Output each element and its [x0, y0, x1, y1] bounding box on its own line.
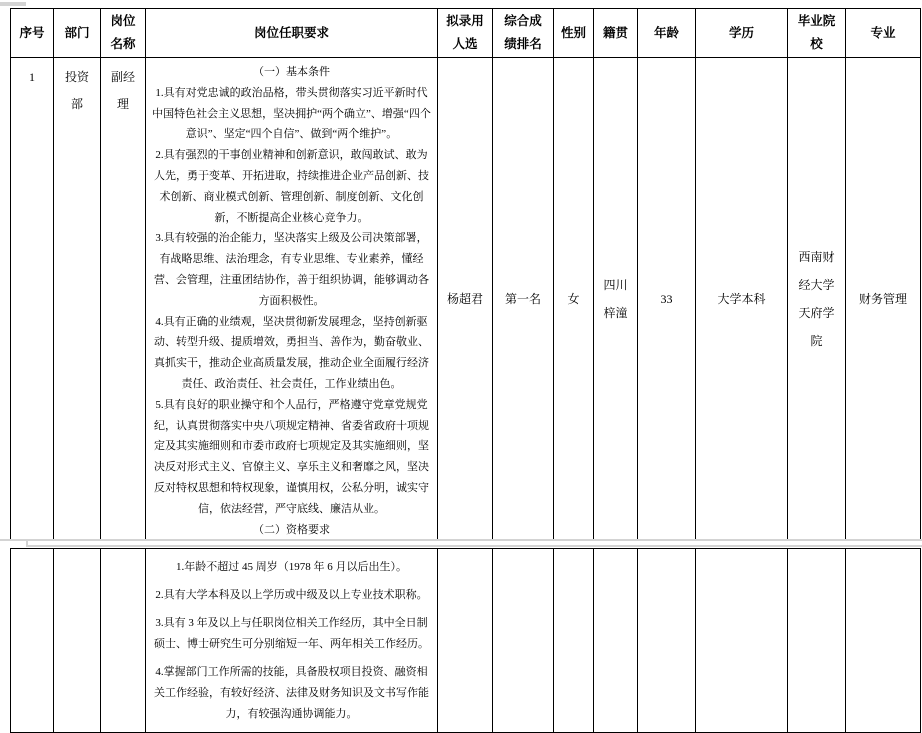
requirement-paragraph: 2.具有强烈的干事创业精神和创新意识，敢闯敢试、敢为人先，勇于变革、开拓进取，持续推进企业产品创新、技术创新、商业模式创新、管理创新、制度创新、文化创新，不断提高企业核心竞争力。	[154, 149, 429, 224]
col-header-school: 毕业院校	[788, 9, 846, 58]
cell-department-cont	[54, 549, 101, 733]
cell-age: 33	[638, 58, 696, 541]
col-header-major: 专业	[846, 9, 921, 58]
page-edge-artifact-top	[0, 2, 26, 6]
page-break-line-lower	[26, 545, 922, 547]
cell-age-cont	[638, 549, 696, 733]
recruitment-table-page2	[10, 548, 921, 733]
requirement-paragraph: （一）基本条件	[253, 66, 330, 78]
cell-rank-cont	[493, 549, 554, 733]
col-header-department: 部门	[54, 9, 101, 58]
requirement-paragraph: 2.具有大学本科及以上学历或中级及以上专业技术职称。	[155, 589, 428, 601]
col-header-rank: 综合成绩排名	[493, 9, 554, 58]
cell-requirements-page2	[146, 549, 438, 733]
requirement-paragraph: （二）资格要求	[253, 523, 330, 536]
cell-education: 大学本科	[696, 58, 788, 541]
col-header-requirements: 岗位任职要求	[146, 9, 438, 58]
cell-education-cont	[696, 549, 788, 733]
table-header-row	[11, 9, 921, 58]
table-row	[11, 58, 921, 541]
cell-major: 财务管理	[846, 58, 921, 541]
cell-rank: 第一名	[493, 58, 554, 541]
requirement-paragraph: 3.具有较强的治企能力，坚决落实上级及公司决策部署，有战略思维、法治理念，有专业思维、专业素养，懂经营、会管理，注重团结协作，善于组织协调，能够调动各方面积极性。	[154, 232, 429, 307]
cell-school-cont	[788, 549, 846, 733]
cell-seq: 1	[11, 58, 54, 541]
cell-candidate: 杨超君	[438, 58, 493, 541]
cell-major-cont	[846, 549, 921, 733]
cell-native-place-cont	[594, 549, 638, 733]
col-header-age: 年龄	[638, 9, 696, 58]
cell-candidate-cont	[438, 549, 493, 733]
requirement-paragraph: 4.具有正确的业绩观，坚决贯彻新发展理念，坚持创新驱动、转型升级、提质增效，勇担当、善作为，勤奋敬业、真抓实干，推动企业高质量发展，推动企业全面履行经济责任、政治责任、社会责任，工作业绩出色。	[154, 315, 429, 390]
col-header-education: 学历	[696, 9, 788, 58]
cell-department: 投资部	[54, 58, 101, 541]
requirement-paragraph: 3.具有 3 年及以上与任职岗位相关工作经历，其中全日制硕士、博士研究生可分别缩短一年、两年相关工作经历。	[154, 617, 429, 650]
cell-gender: 女	[554, 58, 594, 541]
recruitment-table-page1	[10, 8, 921, 541]
cell-school: 西南财经大学天府学院	[788, 58, 846, 541]
col-header-gender: 性别	[554, 9, 594, 58]
col-header-native-place: 籍贯	[594, 9, 638, 58]
requirement-paragraph: 5.具有良好的职业操守和个人品行，严格遵守党章党规党纪，认真贯彻落实中央八项规定精神、省委省政府十项规定及其实施细则和市委市政府七项规定及其实施细则，坚决反对形式主义、官僚主义、享乐主义和奢靡之风，坚决反对特权思想和特权现象，谨慎用权，公私分明，诚实守信，依法经营，严守底线、廉洁从业。	[154, 398, 429, 515]
page-break-step	[26, 539, 28, 547]
col-header-candidate: 拟录用人选	[438, 9, 493, 58]
requirement-paragraph: 1.年龄不超过 45 周岁（1978 年 6 月以后出生）。	[176, 561, 407, 573]
cell-seq-cont	[11, 549, 54, 733]
cell-gender-cont	[554, 549, 594, 733]
cell-position: 副经理	[101, 58, 146, 541]
col-header-seq: 序号	[11, 9, 54, 58]
requirement-paragraph: 4.掌握部门工作所需的技能，具备股权项目投资、融资相关工作经验，有较好经济、法律及财务知识及文书写作能力，有较强沟通协调能力。	[154, 666, 429, 720]
cell-native-place: 四川梓潼	[594, 58, 638, 541]
requirement-paragraph: 1.具有对党忠诚的政治品格，带头贯彻落实习近平新时代中国特色社会主义思想，坚决拥护“两个确立”、增强“四个意识”、坚定“四个自信”、做到“两个维护”。	[152, 86, 431, 141]
page-break-notch	[8, 541, 26, 547]
col-header-position: 岗位名称	[101, 9, 146, 58]
page-break-line-upper	[0, 539, 922, 541]
table-continuation-row	[11, 549, 921, 733]
cell-requirements-page1	[146, 58, 438, 541]
cell-position-cont	[101, 549, 146, 733]
